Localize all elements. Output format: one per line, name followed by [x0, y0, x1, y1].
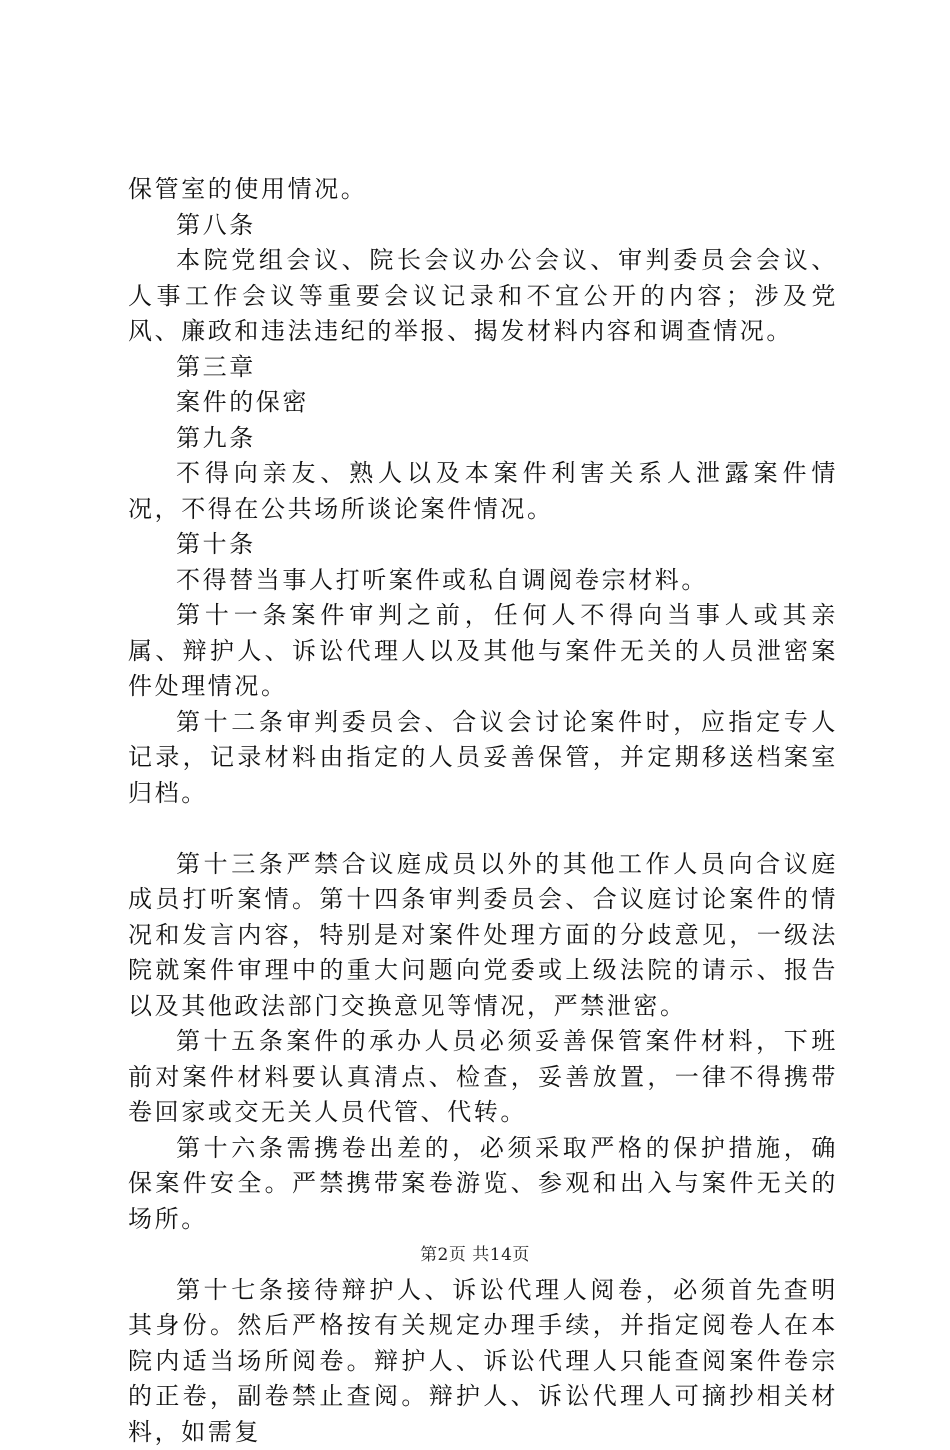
article-11: 第十一条案件审判之前，任何人不得向当事人或其亲属、辩护人、诉讼代理人以及其他与案件无关的人员泄密案件处理情况。 [128, 598, 838, 705]
article-10-body: 不得替当事人打听案件或私自调阅卷宗材料。 [128, 563, 838, 599]
article-heading-9: 第九条 [128, 421, 838, 457]
page-footer: 第2页 共14页 [0, 1240, 950, 1265]
paragraph-continuation: 保管室的使用情况。 [128, 172, 838, 208]
chapter-heading-3: 第三章 [128, 350, 838, 386]
article-17: 第十七条接待辩护人、诉讼代理人阅卷，必须首先查明其身份。然后严格按有关规定办理手续，并指定阅卷人在本院内适当场所阅卷。辩护人、诉讼代理人只能查阅案件卷宗的正卷，副卷禁止查阅。辩护人、诉讼代理人可摘抄相关材料，如需复 [128, 1273, 838, 1450]
article-12: 第十二条审判委员会、合议会讨论案件时，应指定专人记录，记录材料由指定的人员妥善保管，并定期移送档案室归档。 [128, 705, 838, 812]
article-heading-8: 第八条 [128, 208, 838, 244]
article-9-body: 不得向亲友、熟人以及本案件利害关系人泄露案件情况，不得在公共场所谈论案件情况。 [128, 456, 838, 527]
article-8-body: 本院党组会议、院长会议办公会议、审判委员会会议、人事工作会议等重要会议记录和不宜公开的内容；涉及党风、廉政和违法违纪的举报、揭发材料内容和调查情况。 [128, 243, 838, 350]
chapter-title-3: 案件的保密 [128, 385, 838, 421]
article-heading-10: 第十条 [128, 527, 838, 563]
article-15: 第十五条案件的承办人员必须妥善保管案件材料，下班前对案件材料要认真清点、检查，妥善放置，一律不得携带卷回家或交无关人员代管、代转。 [128, 1024, 838, 1131]
article-13-14: 第十三条严禁合议庭成员以外的其他工作人员向合议庭成员打听案情。第十四条审判委员会、合议庭讨论案件的情况和发言内容，特别是对案件处理方面的分歧意见，一级法院就案件审理中的重大问题向党委或上级法院的请示、报告以及其他政法部门交换意见等情况，严禁泄密。 [128, 847, 838, 1025]
article-16: 第十六条需携卷出差的，必须采取严格的保护措施，确保案件安全。严禁携带案卷游览、参观和出入与案件无关的场所。 [128, 1131, 838, 1238]
